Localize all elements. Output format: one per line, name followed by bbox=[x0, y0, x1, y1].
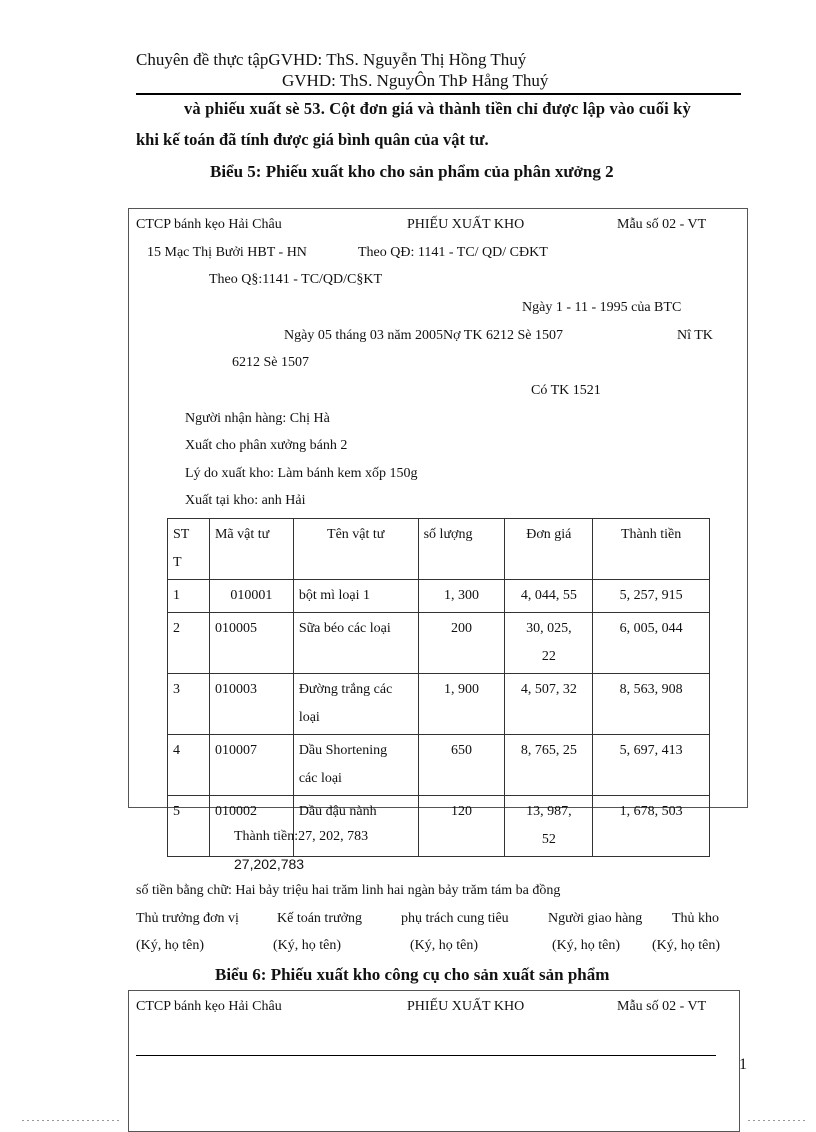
slip1-total-number: 27,202,783 bbox=[234, 856, 305, 872]
table-row: 4 010007 Dầu Shortening các loại 650 8, 765, 25 5, 697, 413 bbox=[168, 735, 710, 796]
col-stt: ST T bbox=[168, 519, 210, 580]
intro-line2: khi kế toán đã tính được giá bình quân của vật tư. bbox=[136, 130, 489, 149]
signer-deliverer: Người giao hàng bbox=[548, 911, 643, 926]
header-rule bbox=[136, 93, 741, 95]
slip1-receiver: Người nhận hàng: Chị Hà bbox=[185, 411, 330, 426]
page-number: 1 bbox=[739, 1056, 747, 1073]
caption-bieu-6: Biểu 6: Phiếu xuất kho công cụ cho sản xuất sản phẩm bbox=[215, 965, 610, 984]
slip1-form-title: PHIẾU XUẤT KHO bbox=[407, 217, 525, 232]
slip1-credit: Có TK 1521 bbox=[531, 383, 601, 398]
table-row: 2 010005 Sữa béo các loại 200 30, 025, 22 6, 005, 044 bbox=[168, 613, 710, 674]
signer-director: Thủ trưởng đơn vị bbox=[136, 911, 239, 926]
table-header-row bbox=[168, 519, 710, 580]
slip1-company: CTCP bánh kẹo Hải Châu bbox=[136, 217, 282, 232]
slip1-date-line: Ngày 05 tháng 03 năm 2005Nợ TK 6212 Sè 1507 bbox=[284, 328, 563, 343]
sign-note: (Ký, họ tên) bbox=[136, 938, 205, 953]
table-row: 3 010003 Đường trắng các loại 1, 900 4, 507, 32 8, 563, 908 bbox=[168, 674, 710, 735]
slip1-decision-date: Ngày 1 - 11 - 1995 của BTC bbox=[522, 300, 682, 315]
sign-note: (Ký, họ tên) bbox=[410, 938, 479, 953]
caption-bieu-5: Biểu 5: Phiếu xuất kho cho sản phẩm của phân xưởng 2 bbox=[210, 162, 614, 181]
slip1-amount-in-words: số tiền bằng chữ: Hai bảy triệu hai trăm linh hai ngàn bảy trăm tám ba đồng bbox=[136, 883, 561, 898]
col-amount: Thành tiền bbox=[593, 519, 710, 580]
slip1-warehouse: Xuất tại kho: anh Hải bbox=[185, 493, 306, 508]
slip1-total: Thành tiền:27, 202, 783 bbox=[234, 829, 369, 844]
col-qty: số lượng bbox=[418, 519, 505, 580]
sign-note: (Ký, họ tên) bbox=[552, 938, 621, 953]
table-row: 1 010001 bột mì loại 1 1, 300 4, 044, 55 5, 257, 915 bbox=[168, 580, 710, 613]
running-header-line2: GVHD: ThS. NguyÔn ThÞ Hång Thuý bbox=[282, 71, 549, 90]
items-table bbox=[167, 518, 710, 857]
sign-note: (Ký, họ tên) bbox=[652, 938, 721, 953]
slip1-debit-b: 6212 Sè 1507 bbox=[232, 355, 309, 370]
running-header-line1: Chuyên đề thực tậpGVHD: ThS. Nguyễn Thị Hồng Thuý bbox=[136, 50, 527, 69]
intro-line1: và phiếu xuất sè 53. Cột đơn giá và thành tiền chỉ được lập vào cuối kỳ bbox=[184, 99, 691, 118]
page-edge-dots bbox=[748, 1120, 808, 1121]
slip1-address: 15 Mạc Thị Bưởi HBT - HN bbox=[147, 245, 307, 260]
signer-chief-accountant: Kế toán trưởng bbox=[277, 911, 362, 926]
slip2-form-no: Mẫu số 02 - VT bbox=[617, 999, 707, 1014]
sign-note: (Ký, họ tên) bbox=[273, 938, 342, 953]
slip1-decision2: Theo Q§:1141 - TC/QD/C§KT bbox=[209, 272, 383, 287]
slip1-debit-a: Nî TK bbox=[677, 328, 713, 343]
page-edge-dots bbox=[22, 1120, 122, 1121]
slip2-form-title: PHIẾU XUẤT KHO bbox=[407, 999, 525, 1014]
slip1-reason: Lý do xuất kho: Làm bánh kem xốp 150g bbox=[185, 466, 418, 481]
table-row: 5 010002 Dầu đậu nành 120 13, 987, 52 1, 678, 503 bbox=[168, 796, 710, 857]
signer-storekeeper: Thủ kho bbox=[672, 911, 720, 926]
slip2-company: CTCP bánh kẹo Hải Châu bbox=[136, 999, 282, 1014]
col-code: Mã vật tư bbox=[209, 519, 293, 580]
slip1-form-no: Mẫu số 02 - VT bbox=[617, 217, 707, 232]
signer-supply: phụ trách cung tiêu bbox=[401, 911, 509, 926]
footer-rule bbox=[136, 1055, 716, 1056]
col-price: Đơn giá bbox=[505, 519, 593, 580]
slip1-issue-to: Xuất cho phân xưởng bánh 2 bbox=[185, 438, 348, 453]
col-name: Tên vật tư bbox=[293, 519, 418, 580]
slip1-decision1: Theo QĐ: 1141 - TC/ QD/ CĐKT bbox=[358, 245, 548, 260]
